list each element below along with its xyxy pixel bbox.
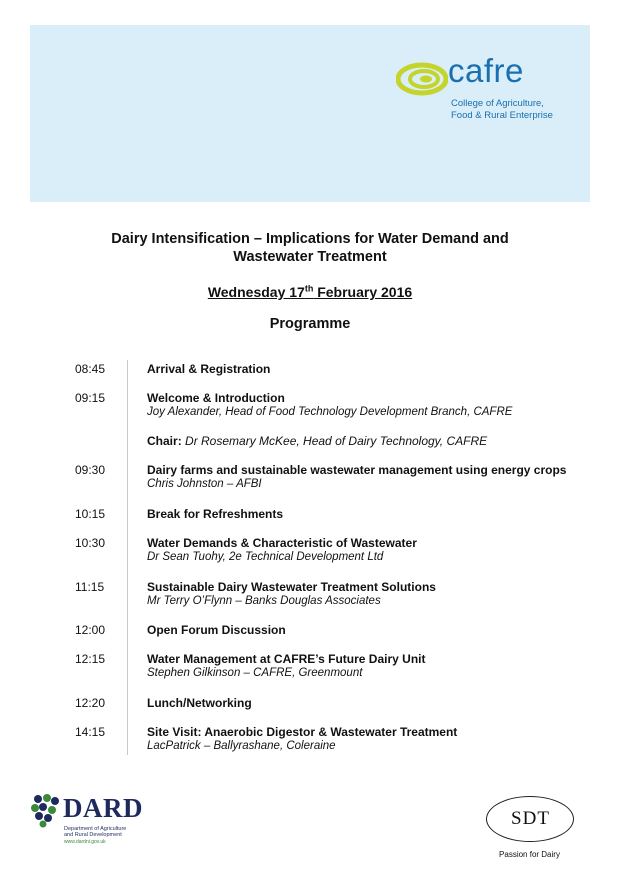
schedule-time: 09:30 — [75, 463, 106, 477]
dard-subtitle-line1: Department of Agriculture — [64, 826, 127, 832]
cafre-logo — [396, 52, 576, 128]
schedule-time: 11:15 — [75, 580, 105, 594]
chair-label: Chair — [147, 434, 178, 448]
cafre-swirl-icon — [396, 62, 448, 96]
dard-logo — [30, 793, 160, 853]
schedule-time: 12:20 — [75, 696, 106, 710]
event-title — [60, 230, 560, 266]
schedule-title: Lunch/Networking — [147, 696, 252, 710]
sdt-tagline: Passion for Dairy — [499, 850, 560, 859]
schedule-time: 08:45 — [75, 362, 106, 376]
event-title-line1: Dairy Intensification – Implications for Water Demand and — [111, 231, 509, 247]
date-ordinal: th — [304, 283, 314, 293]
programme-heading: Programme — [269, 316, 351, 332]
schedule-speaker: Joy Alexander, Head of Food Technology Development Branch, CAFRE — [147, 406, 513, 418]
sdt-wordmark: SDT — [511, 808, 550, 829]
dard-url: www.dardni.gov.uk — [64, 839, 106, 845]
schedule-title: Arrival & Registration — [147, 362, 271, 376]
schedule-speaker: Stephen Gilkinson – CAFRE, Greenmount — [147, 667, 363, 679]
date-suffix: February 2016 — [313, 283, 413, 300]
schedule-title: Open Forum Discussion — [147, 623, 286, 637]
schedule-speaker: Dr Sean Tuohy, 2e Technical Development Ltd — [147, 551, 384, 563]
schedule-time: 12:15 — [75, 652, 106, 666]
sdt-logo — [482, 792, 582, 862]
schedule-title: Water Management at CAFRE’s Future Dairy Unit — [147, 652, 426, 666]
schedule-time: 09:15 — [75, 391, 106, 405]
cafre-wordmark: cafre — [448, 52, 524, 89]
schedule-title: Break for Refreshments — [147, 507, 284, 521]
dard-wordmark: DARD — [63, 793, 143, 823]
dard-cluster-icon — [30, 793, 62, 829]
chair-line: Chair: Dr Rosemary McKee, Head of Dairy Technology, CAFRE — [147, 434, 488, 448]
schedule-title: Welcome & Introduction — [147, 391, 285, 405]
date-prefix: Wednesday 17 — [207, 283, 305, 300]
schedule-divider — [127, 360, 128, 755]
schedule-time: 10:30 — [75, 536, 106, 550]
schedule-speaker: Chris Johnston – AFBI — [147, 478, 262, 490]
dard-subtitle-line2: and Rural Development — [64, 832, 122, 838]
event-date — [60, 283, 560, 300]
schedule-time: 14:15 — [75, 725, 106, 739]
chair-text: Dr Rosemary McKee, Head of Dairy Technology, CAFRE — [181, 434, 488, 448]
schedule-title: Sustainable Dairy Wastewater Treatment Solutions — [147, 580, 436, 594]
schedule-time: 10:15 — [75, 507, 106, 521]
schedule-speaker: LacPatrick – Ballyrashane, Coleraine — [147, 740, 336, 752]
schedule-time: 12:00 — [75, 623, 106, 637]
schedule-speaker: Mr Terry O’Flynn – Banks Douglas Associates — [147, 595, 381, 607]
event-title-line2: Wastewater Treatment — [233, 249, 387, 265]
cafre-subtitle-line2: Food & Rural Enterprise — [451, 110, 553, 121]
schedule-title: Dairy farms and sustainable wastewater management using energy crops — [147, 463, 567, 477]
schedule-title: Site Visit: Anaerobic Digestor & Wastewater Treatment — [147, 725, 458, 739]
cafre-subtitle-line1: College of Agriculture, — [451, 98, 544, 109]
schedule-title: Water Demands & Characteristic of Wastewater — [147, 536, 417, 550]
